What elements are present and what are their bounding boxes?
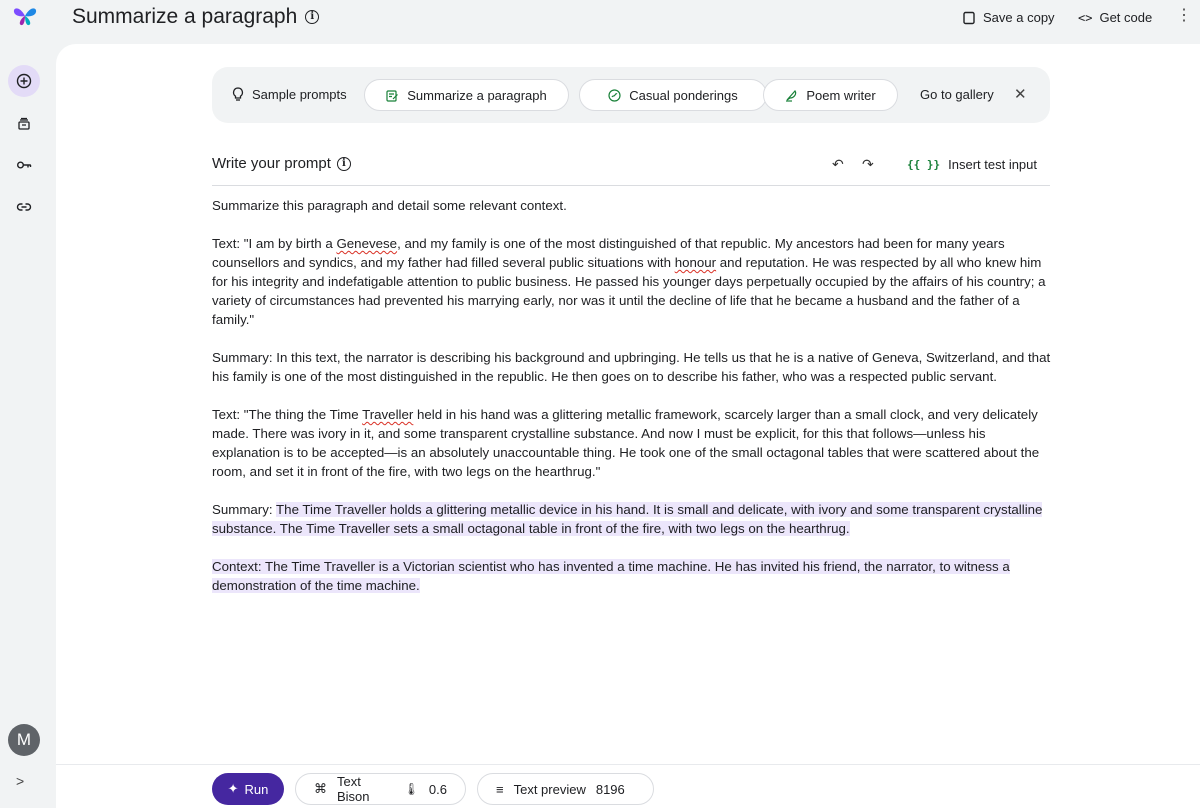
prompt-summary-2: Summary: The Time Traveller holds a glittering metallic device in his hand. It is small and delicate, with ivory and some transparent crystalline substance. The Time Traveller sets a small octagonal table in front of the fire, with two legs on the hearthrug. [212,502,1043,536]
library-icon[interactable] [8,108,40,140]
close-icon[interactable]: ✕ [1014,86,1027,103]
text-preview-label: Text preview [513,781,586,797]
copy-icon [962,11,976,25]
model-name: Text Bison [337,774,370,804]
spelling-flag: Genevese [336,236,398,251]
generated-context: Context: The Time Traveller is a Victorian scientist who has invented a time machine. He has invited his friend, the narrator, to witness a demonstration of the time machine. [212,559,1010,593]
get-code-button[interactable] [1078,10,1152,25]
chip-summarize-paragraph[interactable] [364,79,569,111]
sparkle-icon: ✦ [227,781,239,796]
chip-label: Casual ponderings [629,87,738,103]
chip-casual-ponderings[interactable] [579,79,767,111]
redo-icon[interactable]: ↷ [862,156,874,172]
page-title-row [72,5,319,29]
chip-label: Poem writer [806,87,876,103]
insert-test-input-button[interactable] [907,157,1037,172]
prompt-title-row [212,155,351,172]
spelling-flag: honour [674,255,717,270]
app-header [56,0,1200,44]
sample-prompts-label [232,87,347,102]
more-options-icon[interactable]: ⋮ [1176,7,1192,24]
new-prompt-icon[interactable] [8,65,40,97]
temperature-value: 0.6 [428,781,447,797]
code-icon: <> [1078,10,1093,25]
app-logo-icon[interactable] [12,4,38,28]
avatar[interactable]: M [8,724,40,756]
save-copy-label: Save a copy [983,10,1055,25]
prompt-text-2: Text: "The thing the Time Traveller held in his hand was a glittering metallic framework, scarcely larger than a small clock, and very delicately made. There was ivory in it, and some transparent crystalline substance. And now I must be explicit, for this that follows—unless his explanation is to be accepted—is an absolutely unaccountable thing. He took one of the small octagonal tables that were scattered about the room, and set it in front of the fire, with two legs on the hearthrug." [212,407,1040,479]
braces-icon: {{ }} [907,158,941,171]
api-key-icon[interactable] [8,149,40,181]
left-rail [0,0,56,808]
temperature-icon: 🌡 [403,782,419,796]
expand-chevron-icon[interactable]: > [16,773,25,789]
edit-note-icon [386,89,399,102]
token-count: 8196 [595,781,625,797]
sample-prompts-text: Sample prompts [252,87,347,102]
save-copy-button[interactable] [962,10,1055,25]
insert-test-input-label: Insert test input [948,157,1038,172]
menu-lines-icon: ≡ [496,781,504,797]
chip-poem-writer[interactable] [763,79,898,111]
info-icon[interactable]: i [305,10,319,24]
main-panel [56,44,1200,808]
info-icon[interactable]: i [337,157,351,171]
ponder-icon [608,89,621,102]
prompt-editor[interactable] [212,196,1054,614]
model-settings-button[interactable] [295,773,466,805]
prompt-title: Write your prompt [212,155,331,172]
text-preview-button[interactable] [477,773,654,805]
prompt-text-1: Text: "I am by birth a Genevese, and my family is one of the most distinguished of that republic. My ancestors had been for many years counsellors and syndics, and my father had filled several public situations with honour and reputation. He was respected by all who knew him for his integrity and indefatigable attention to public business. He passed his younger days perpetually occupied by the affairs of his country; a variety of circumstances had prevented his marrying early, nor was it until the decline of life that he became a husband and the father of a family." [212,236,1046,327]
page-title: Summarize a paragraph [72,5,298,28]
undo-icon[interactable]: ↶ [832,156,844,172]
run-button[interactable] [212,773,284,805]
model-icon: ⌘ [314,781,327,796]
go-to-gallery-link[interactable]: Go to gallery [920,87,994,102]
bottom-toolbar [56,764,1200,808]
sample-prompts-bar [212,67,1050,123]
lightbulb-icon [232,87,244,102]
prompt-summary-1: Summary: In this text, the narrator is describing his background and upbringing. He tells us that he is a native of Geneva, Switzerland, and that his family is one of the most distinguished in the republic. He then goes on to describe his father, who was a respected public servant. [212,350,1051,384]
prompt-intro: Summarize this paragraph and detail some relevant context. [212,198,567,213]
get-code-label: Get code [1099,10,1153,25]
run-label: Run [244,781,269,797]
prompt-header [212,152,1050,186]
generated-summary: The Time Traveller holds a glittering metallic device in his hand. It is small and delicate, with ivory and some transparent crystalline substance. The Time Traveller sets a small octagonal table in front of the fire, with two legs on the hearthrug. [212,502,1043,536]
link-icon[interactable] [8,191,40,223]
spelling-flag: Traveller [362,407,414,422]
quill-icon [785,89,798,102]
chip-label: Summarize a paragraph [407,87,547,103]
prompt-context [212,557,1054,595]
